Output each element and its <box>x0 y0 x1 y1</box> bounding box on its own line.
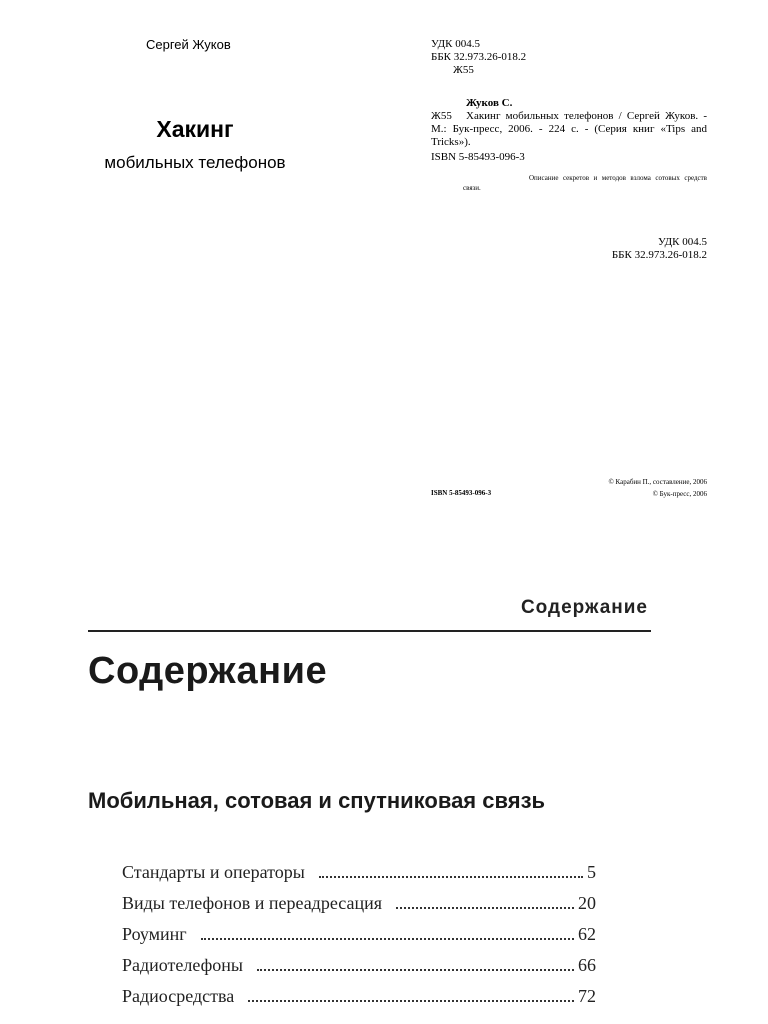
catalog-code: Ж55 <box>431 110 452 122</box>
toc-entry[interactable] <box>122 955 596 986</box>
contents-title: Содержание <box>88 650 328 692</box>
toc-entry-label: Стандарты и операторы <box>122 862 305 882</box>
copyright-block <box>608 476 707 500</box>
udk-block <box>431 38 526 77</box>
catalog-author: Жуков С. <box>466 97 513 109</box>
catalog-description-text: Хакинг мобильных телефонов / Сергей Жуков. - М.: Бук-пресс, 2006. - 224 с. - (Серия книг «Tips and Tricks»). <box>431 110 707 148</box>
toc-leader-dots <box>396 907 574 909</box>
toc-entry-label: Радиосредства <box>122 986 235 1006</box>
header-rule <box>88 630 651 632</box>
catalog-annotation: Описание секретов и методов взлома сотовых средств связи. <box>463 174 707 192</box>
toc-entry-label: Виды телефонов и переадресация <box>122 893 383 913</box>
toc-entry-label: Роуминг <box>122 924 187 944</box>
toc-list <box>122 862 596 1017</box>
running-head: Содержание <box>520 597 648 618</box>
toc-leader-dots <box>257 969 574 971</box>
section-title: Мобильная, сотовая и спутниковая связь <box>88 788 546 813</box>
udk-right-code: УДК 004.5 <box>657 236 707 248</box>
author-mark: Ж55 <box>453 64 474 76</box>
toc-entry-page: 72 <box>578 986 596 1006</box>
toc-entry[interactable] <box>122 924 596 955</box>
toc-leader-dots <box>248 1000 574 1002</box>
udk-right-block <box>612 236 707 262</box>
catalog-description <box>431 110 707 149</box>
toc-entry-label: Радиотелефоны <box>122 955 243 975</box>
toc-leader-dots <box>201 938 574 940</box>
catalog-isbn: ISBN 5-85493-096-3 <box>431 151 525 163</box>
toc-entry-page: 66 <box>578 955 596 975</box>
toc-entry[interactable] <box>122 893 596 924</box>
toc-entry[interactable] <box>122 862 596 893</box>
toc-leader-dots <box>319 876 583 878</box>
author-name: Сергей Жуков <box>146 37 231 52</box>
copyright-line: © Карабин П., составление, 2006 <box>608 478 707 486</box>
toc-entry[interactable] <box>122 986 596 1017</box>
toc-entry-page: 5 <box>587 862 596 882</box>
isbn-bottom: ISBN 5-85493-096-3 <box>431 489 492 497</box>
book-subtitle: мобильных телефонов <box>104 153 286 172</box>
bbk-code: ББК 32.973.26-018.2 <box>431 51 527 63</box>
bbk-right-code: ББК 32.973.26-018.2 <box>611 249 707 261</box>
toc-entry-page: 20 <box>578 893 596 913</box>
toc-entry-page: 62 <box>578 924 596 944</box>
catalog-card <box>431 97 707 193</box>
udk-code: УДК 004.5 <box>431 38 481 50</box>
contents-page <box>0 560 768 1024</box>
copyright-line: © Бук-пресс, 2006 <box>652 490 707 498</box>
book-title: Хакинг <box>156 116 234 142</box>
